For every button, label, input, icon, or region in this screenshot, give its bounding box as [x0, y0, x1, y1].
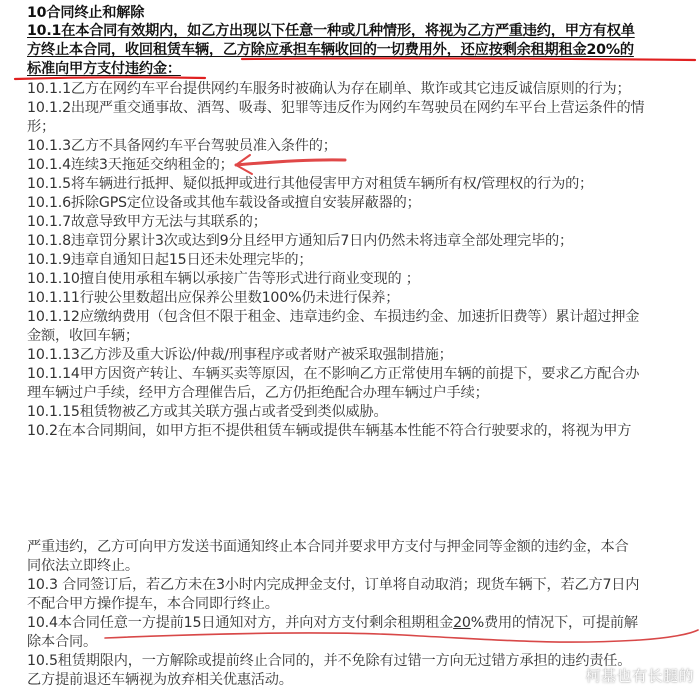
red-underline-penalty [15, 77, 205, 79]
watermark: 柯基也有长腿的 [585, 667, 694, 685]
red-arrow-shaft-icon [236, 160, 345, 165]
item-10-1-14-cont: 理车辆过户手续，经甲方合理催告后，乙方仍拒绝配合办理车辆过户手续； [27, 385, 489, 401]
clause-10-4-cont: 除本合同。 [27, 634, 97, 650]
item-10-1-4: 10.1.4连续3天拖延交纳租金的； [27, 157, 234, 173]
clause-10-5: 10.5租赁期限内，一方解除或提前终止合同的，并不免除有过错一方向无过错方承担的违约责任。 [27, 653, 632, 669]
clause-10-1-line-1: 10.1在本合同有效期内，如乙方出现以下任意一种或几种情形，将视为乙方严重违约，甲方有权单 [27, 23, 635, 39]
red-underline-clause-10-4 [105, 630, 698, 642]
clause-10-1-line-2: 方终止本合同，收回租赁车辆，乙方除应承担车辆收回的一切费用外，还应按剩余租期租金20%的 [27, 42, 634, 58]
clause-10-3: 10.3 合同签订后，若乙方未在3小时内完成押金支付，订单将自动取消；现货车辆下，若乙方7日内 [27, 577, 640, 593]
clause-10-4-percent: 20 [453, 615, 471, 631]
item-10-1-7: 10.1.7故意导致甲方无法与其联系的； [27, 214, 267, 230]
clause-10-2-cont-2: 同依法立即终止。 [27, 558, 139, 574]
clause-10-3-cont: 不配合甲方操作提车，本合同即行终止。 [27, 596, 279, 612]
item-10-1-11: 10.1.11行驶公里数超出应保养公里数100%仍未进行保养； [27, 290, 400, 306]
item-10-1-15: 10.1.15租赁物被乙方或其关联方强占或者受到类似威胁。 [27, 404, 388, 420]
item-10-1-1: 10.1.1乙方在网约车平台提供网约车服务时被确认为存在刷单、欺诈或其它违反诚信原则的行为； [27, 81, 631, 97]
item-10-1-13: 10.1.13乙方涉及重大诉讼/仲裁/刑事程序或者财产被采取强制措施； [27, 347, 453, 363]
item-10-1-3: 10.1.3乙方不具备网约车平台驾驶员准入条件的； [27, 138, 337, 154]
item-10-1-2: 10.1.2出现严重交通事故、酒驾、吸毒、犯罪等违反作为网约车驾驶员在网约车平台上营运条件的情 [27, 100, 645, 116]
item-10-1-5: 10.1.5将车辆进行抵押、疑似抵押或进行其他侵害甲方对租赁车辆所有权/管理权的行为的； [27, 176, 594, 192]
item-10-1-2-cont: 形； [27, 119, 55, 135]
clause-10-4-part-1: 10.4本合同任意一方提前15日通知对方，并向对方支付剩余租期租金 [27, 615, 454, 631]
clause-10-2-cont-1: 严重违约，乙方可向甲方发送书面通知终止本合同并要求甲方支付与押金同等金额的违约金，本合 [27, 539, 629, 555]
item-10-1-8: 10.1.8违章罚分累计3次或达到9分且经甲方通知后7日内仍然未将违章全部处理完毕的； [27, 233, 573, 249]
item-10-1-6: 10.1.6拆除GPS定位设备或其他车载设备或擅自安装屏蔽器的； [27, 195, 421, 211]
item-10-1-14: 10.1.14甲方因资产转让、车辆买卖等原因，在不影响乙方正常使用车辆的前提下，要求乙方配合办 [27, 366, 640, 382]
section-title: 10合同终止和解除 [27, 5, 145, 21]
clause-10-2: 10.2在本合同期间，如甲方拒不提供租赁车辆或提供车辆基本性能不符合行驶要求的，将视为甲方 [27, 423, 632, 439]
item-10-1-10: 10.1.10擅自使用承租车辆以承接广告等形式进行商业变现的 ； [27, 271, 420, 287]
item-10-1-12: 10.1.12应缴纳费用（包含但不限于租金、违章违约金、车损违约金、加速折旧费等）累计超过押金 [27, 309, 640, 325]
clause-10-5-cont: 乙方提前退还车辆视为放弃相关优惠活动。 [27, 672, 293, 688]
item-10-1-12-cont: 金额，收回车辆； [27, 328, 139, 344]
clause-10-1-line-3: 标准向甲方支付违约金： [27, 61, 181, 77]
clause-10-4-part-2: %费用的情况下，可提前解 [470, 615, 638, 631]
red-underline-clause-10-1 [242, 58, 695, 60]
item-10-1-9: 10.1.9违章自通知日起15日还未处理完毕的； [27, 252, 313, 268]
